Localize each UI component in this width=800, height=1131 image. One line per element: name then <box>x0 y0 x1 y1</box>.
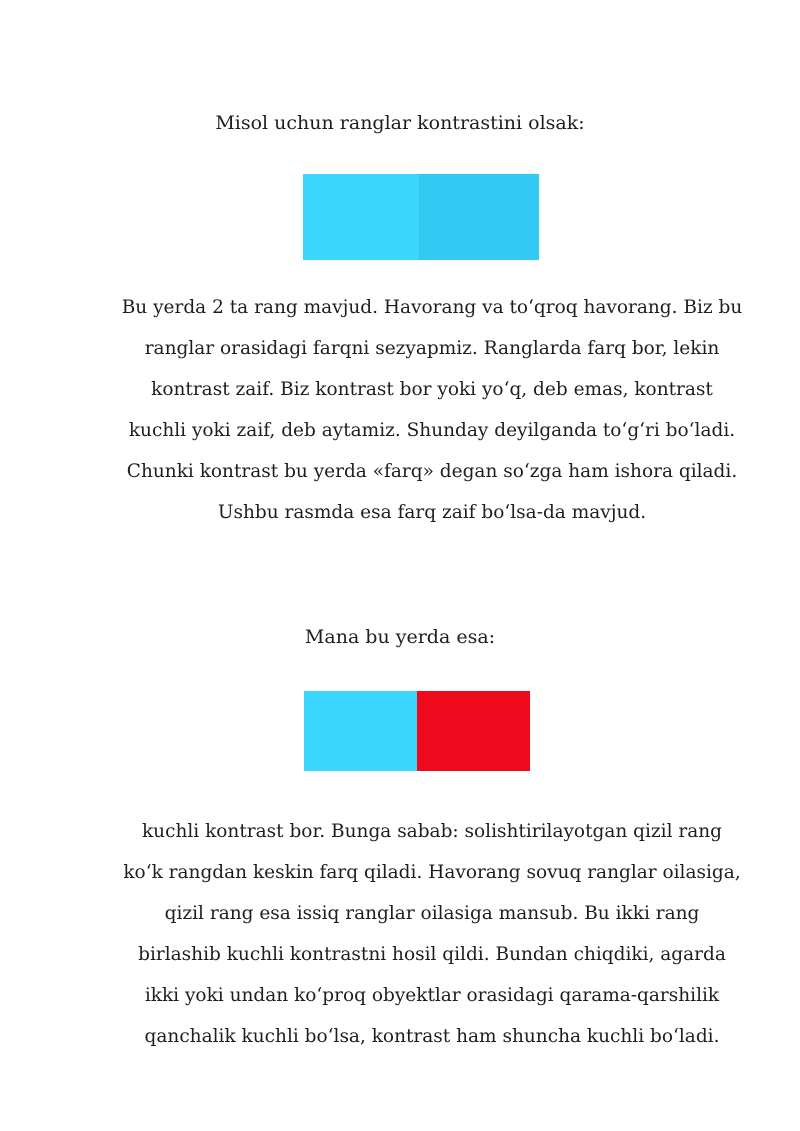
section1-heading: Misol uchun ranglar kontrastini olsak: <box>215 112 585 134</box>
paragraph-line: Chunki kontrast bu yerda «farq» degan so‘zga ham ishora qiladi. <box>126 461 738 482</box>
paragraph-line: kontrast zaif. Biz kontrast bor yoki yo‘q, deb emas, kontrast <box>151 379 713 400</box>
weak-contrast-swatch-pair <box>303 174 539 260</box>
paragraph-line: qizil rang esa issiq ranglar oilasiga mansub. Bu ikki rang <box>164 903 700 924</box>
paragraph-line: ko‘k rangdan keskin farq qiladi. Havorang sovuq ranglar oilasiga, <box>123 862 741 883</box>
paragraph-line: Bu yerda 2 ta rang mavjud. Havorang va to‘qroq havorang. Biz bu <box>121 297 743 318</box>
paragraph-line: ikki yoki undan ko‘proq obyektlar orasidagi qarama-qarshilik <box>144 985 720 1006</box>
paragraph-line: birlashib kuchli kontrastni hosil qildi. Bundan chiqdiki, agarda <box>138 944 726 965</box>
section2-paragraph <box>112 811 752 1057</box>
strong-contrast-swatch-pair <box>304 691 530 771</box>
paragraph-line: Ushbu rasmda esa farq zaif bo‘lsa-da mavjud. <box>217 502 647 523</box>
section2-heading: Mana bu yerda esa: <box>304 626 496 648</box>
red-swatch <box>417 691 530 771</box>
darker-blue-swatch <box>419 174 539 260</box>
section1-paragraph <box>112 287 752 533</box>
paragraph-line: kuchli kontrast bor. Bunga sabab: solishtirilayotgan qizil rang <box>141 821 723 842</box>
light-blue-swatch <box>303 174 419 260</box>
paragraph-line: kuchli yoki zaif, deb aytamiz. Shunday deyilganda to‘g‘ri bo‘ladi. <box>128 420 736 441</box>
paragraph-line: ranglar orasidagi farqni sezyapmiz. Ranglarda farq bor, lekin <box>144 338 720 359</box>
paragraph-line: qanchalik kuchli bo‘lsa, kontrast ham shuncha kuchli bo‘ladi. <box>144 1026 720 1047</box>
light-blue-swatch <box>304 691 417 771</box>
